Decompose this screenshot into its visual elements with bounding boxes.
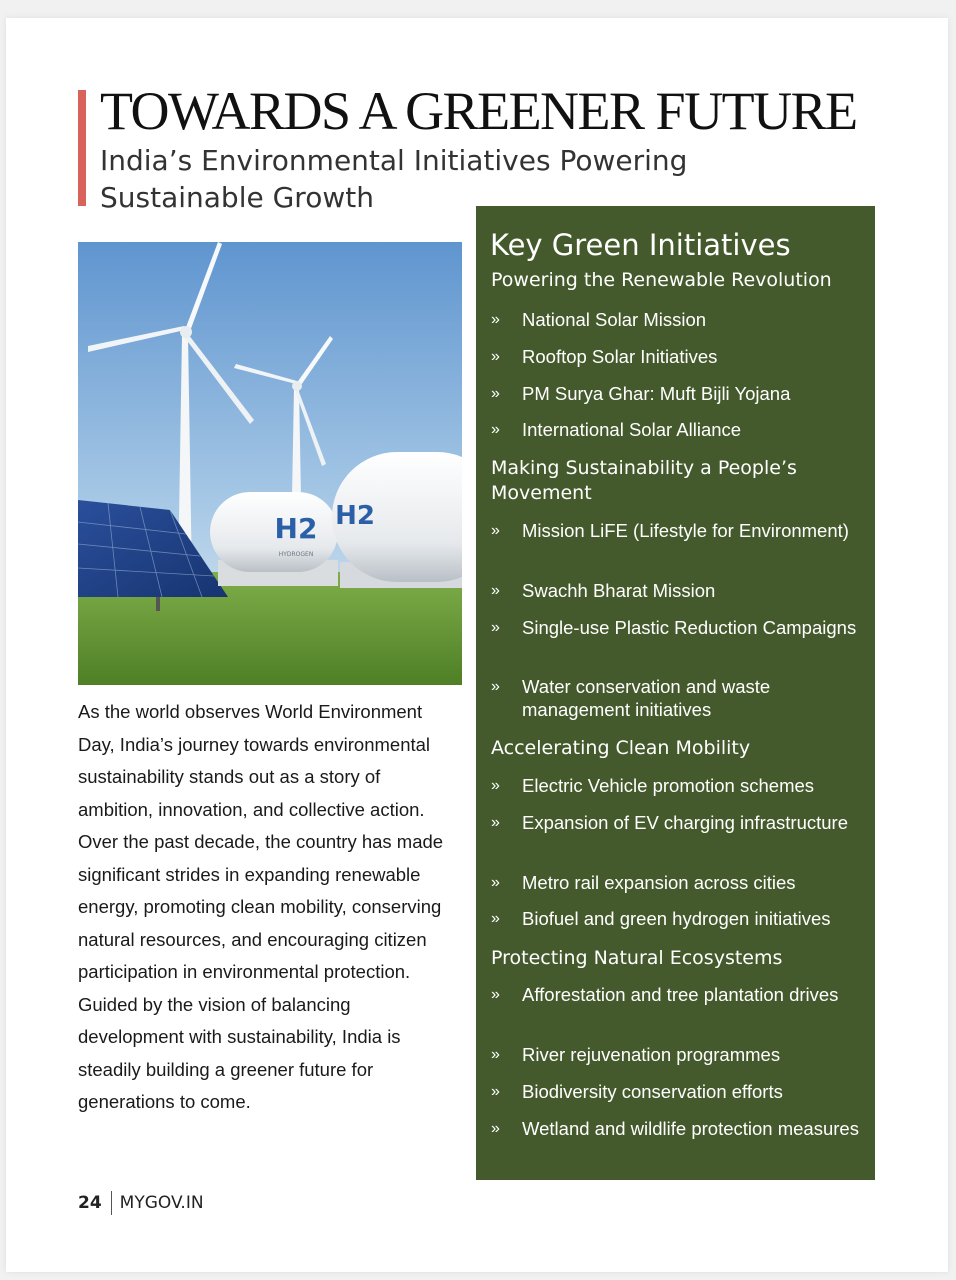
tank-label-large: H2 bbox=[335, 501, 375, 531]
list-item: » Expansion of EV charging infrastructure bbox=[491, 812, 848, 833]
list-item: » National Solar Mission bbox=[491, 309, 707, 330]
wind-solar-hydrogen-photo bbox=[78, 242, 462, 685]
section-heading-renewable: Powering the Renewable Revolution bbox=[491, 269, 832, 291]
list-item: » Biofuel and green hydrogen initiatives bbox=[491, 908, 831, 929]
bullet-icon: » bbox=[491, 582, 500, 599]
page-title: TOWARDS A GREENER FUTURE bbox=[100, 81, 857, 141]
intro-paragraph: As the world observes World Environment Day, India’s journey towards environmental sustainability stands out as a story of ambition, innovation, and collective action. Over the past decade, the country has made significant strides in expanding renewable energy, promoting clean mobility, conserving natural resources, and encouraging citizen participation in environmental protection. Guided by the vision of balancing development with sustainability, India is steadily building a greener future for generations to come. bbox=[78, 701, 444, 1112]
list-item: » Biodiversity conservation efforts bbox=[491, 1081, 783, 1102]
list-item: » Afforestation and tree plantation drives bbox=[491, 984, 839, 1005]
bullet-icon: » bbox=[491, 814, 500, 831]
page-number: 24 bbox=[78, 1193, 102, 1213]
bullet-icon: » bbox=[491, 1083, 500, 1100]
bullet-icon: » bbox=[491, 311, 500, 328]
bullet-icon: » bbox=[491, 678, 500, 695]
bullet-icon: » bbox=[491, 348, 500, 365]
page-footer bbox=[78, 1191, 204, 1215]
tank-caption: HYDROGEN bbox=[278, 551, 314, 558]
tank-label-small: H2 bbox=[274, 512, 318, 545]
list-item: » Mission LiFE (Lifestyle for Environment) bbox=[491, 520, 849, 541]
bullet-icon: » bbox=[491, 1046, 500, 1063]
bullet-icon: » bbox=[491, 385, 500, 402]
panel-title: Key Green Initiatives bbox=[490, 228, 791, 262]
list-item: » International Solar Alliance bbox=[491, 419, 742, 440]
bullet-icon: » bbox=[491, 421, 500, 438]
list-item: » Single-use Plastic Reduction Campaigns bbox=[491, 617, 857, 638]
list-item: » Rooftop Solar Initiatives bbox=[491, 346, 718, 367]
list-item: » River rejuvenation programmes bbox=[491, 1044, 781, 1065]
page-subtitle: India’s Environmental Initiatives Powering Sustainable Growth bbox=[100, 144, 688, 214]
bullet-icon: » bbox=[491, 874, 500, 891]
bullet-icon: » bbox=[491, 777, 500, 794]
bullet-icon: » bbox=[491, 522, 500, 539]
list-item: » PM Surya Ghar: Muft Bijli Yojana bbox=[491, 383, 791, 404]
title-accent-bar bbox=[78, 90, 86, 206]
bullet-icon: » bbox=[491, 619, 500, 636]
list-item: » Metro rail expansion across cities bbox=[491, 872, 796, 893]
bullet-icon: » bbox=[491, 986, 500, 1003]
section-heading-mobility: Accelerating Clean Mobility bbox=[491, 737, 751, 759]
footer-site: MYGOV.IN bbox=[119, 1193, 204, 1213]
bullet-icon: » bbox=[491, 1120, 500, 1137]
list-item: » Electric Vehicle promotion schemes bbox=[491, 775, 815, 796]
key-initiatives-panel bbox=[476, 206, 875, 1180]
section-heading-ecosystems: Protecting Natural Ecosystems bbox=[491, 947, 783, 969]
list-item: » Wetland and wildlife protection measures bbox=[491, 1118, 859, 1139]
footer-divider bbox=[111, 1191, 112, 1215]
bullet-icon: » bbox=[491, 910, 500, 927]
section-heading-people: Making Sustainability a People’s Movement bbox=[491, 457, 797, 504]
list-item: » Water conservation and waste management initiatives bbox=[491, 676, 771, 720]
list-item: » Swachh Bharat Mission bbox=[491, 580, 716, 601]
